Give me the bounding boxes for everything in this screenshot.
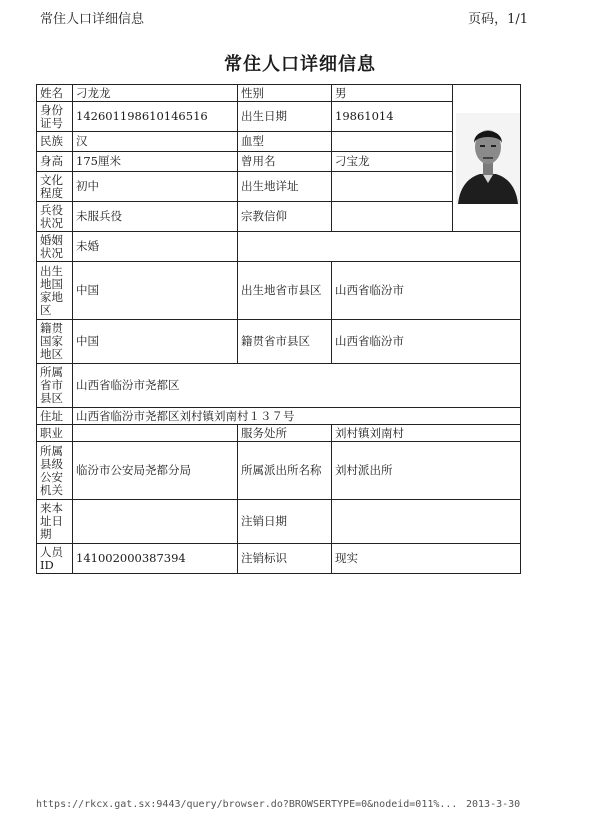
- label-ethnic: 民族: [37, 132, 73, 152]
- label-person-id: 人员ID: [37, 544, 73, 574]
- value-cancel-date: [332, 500, 521, 544]
- value-marital: 未婚: [73, 232, 238, 262]
- value-height: 175厘米: [73, 152, 238, 172]
- value-job: [73, 425, 238, 442]
- label-job: 职业: [37, 425, 73, 442]
- label-name: 姓名: [37, 85, 73, 102]
- label-cancel-date: 注销日期: [238, 500, 332, 544]
- value-religion: [332, 202, 453, 232]
- print-footer-url: https://rkcx.gat.sx:9443/query/browser.do?BROWSERTYPE=0&nodeid=011%...: [36, 799, 458, 810]
- label-military: 兵役状况: [37, 202, 73, 232]
- value-military: 未服兵役: [73, 202, 238, 232]
- value-ethnic: 汉: [73, 132, 238, 152]
- value-birth-province: 山西省临汾市: [332, 262, 521, 320]
- label-police: 所属县级公安机关: [37, 442, 73, 500]
- value-origin-date: [73, 500, 238, 544]
- value-service-place: 刘村镇刘南村: [332, 425, 521, 442]
- value-native-country: 中国: [73, 320, 238, 364]
- label-gender: 性别: [238, 85, 332, 102]
- value-person-id: 141002000387394: [73, 544, 238, 574]
- value-station: 刘村派出所: [332, 442, 521, 500]
- label-birth-country: 出生地国家地区: [37, 262, 73, 320]
- label-birth-date: 出生日期: [238, 102, 332, 132]
- page-title: 常住人口详细信息: [224, 54, 376, 75]
- value-province-county: 山西省临汾市尧都区: [73, 364, 521, 408]
- photo-cell: [453, 85, 521, 232]
- print-header-page: 页码，1/1: [468, 12, 528, 27]
- label-province-county: 所属省市县区: [37, 364, 73, 408]
- marital-blank-cell: [238, 232, 521, 262]
- label-native-country: 籍贯国家地区: [37, 320, 73, 364]
- portrait-image: [456, 113, 520, 204]
- print-header-title: 常住人口详细信息: [40, 12, 145, 27]
- value-name: 刁龙龙: [73, 85, 238, 102]
- label-former-name: 曾用名: [238, 152, 332, 172]
- label-height: 身高: [37, 152, 73, 172]
- value-address: 山西省临汾市尧都区刘村镇刘南村１３７号: [73, 408, 521, 425]
- label-religion: 宗教信仰: [238, 202, 332, 232]
- label-birth-province: 出生地省市县区: [238, 262, 332, 320]
- print-footer-date: 2013-3-30: [466, 799, 521, 810]
- label-id-number: 身份证号: [37, 102, 73, 132]
- value-former-name: 刁宝龙: [332, 152, 453, 172]
- label-education: 文化程度: [37, 172, 73, 202]
- label-marital: 婚姻状况: [37, 232, 73, 262]
- label-service-place: 服务处所: [238, 425, 332, 442]
- label-birth-detail: 出生地详址: [238, 172, 332, 202]
- value-birth-country: 中国: [73, 262, 238, 320]
- value-gender: 男: [332, 85, 453, 102]
- value-birth-date: 19861014: [332, 102, 453, 132]
- value-id-number: 142601198610146516: [73, 102, 238, 132]
- resident-info-table: [36, 84, 521, 574]
- label-origin-date: 来本址日期: [37, 500, 73, 544]
- value-blood: [332, 132, 453, 152]
- value-education: 初中: [73, 172, 238, 202]
- label-address: 住址: [37, 408, 73, 425]
- label-blood: 血型: [238, 132, 332, 152]
- value-native-province: 山西省临汾市: [332, 320, 521, 364]
- value-birth-detail: [332, 172, 453, 202]
- label-station: 所属派出所名称: [238, 442, 332, 500]
- label-native-province: 籍贯省市县区: [238, 320, 332, 364]
- value-police: 临汾市公安局尧都分局: [73, 442, 238, 500]
- value-cancel-flag: 现实: [332, 544, 521, 574]
- person-photo: [456, 113, 520, 204]
- label-cancel-flag: 注销标识: [238, 544, 332, 574]
